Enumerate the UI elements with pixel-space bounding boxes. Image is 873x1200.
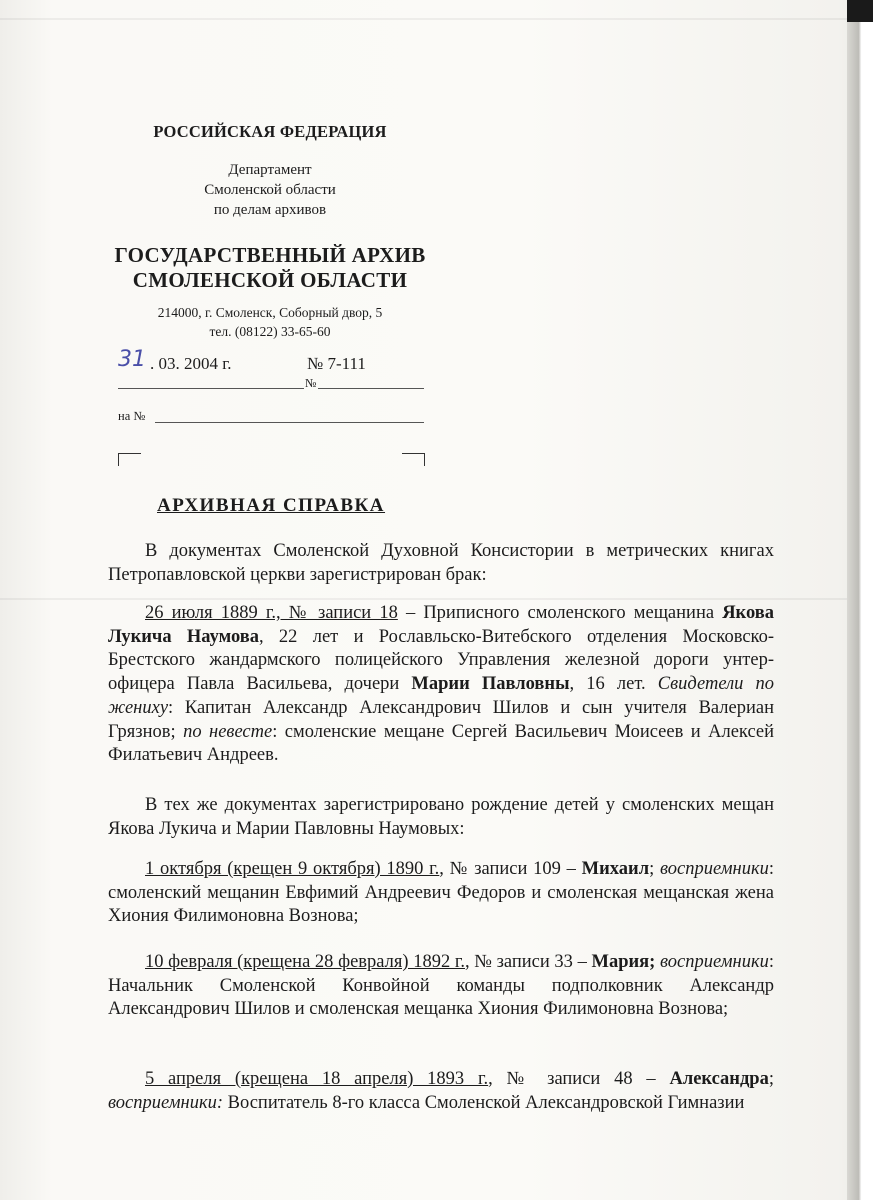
- dept-line: Департамент: [228, 162, 312, 178]
- intro-paragraph: [108, 540, 774, 587]
- marriage-text: : смоленские мещане Сергей Васильевич Моисеев и Алексей Филатьевич Андреев.: [108, 721, 775, 766]
- date-fill-line: [118, 388, 304, 389]
- address-line: 214000, г. Смоленск, Соборный двор, 5: [157, 305, 383, 320]
- witness-bride-label: по невесте: [183, 721, 273, 742]
- header-address: [110, 303, 430, 341]
- address-corner-mark: [118, 453, 141, 466]
- child-record: [108, 1068, 774, 1115]
- marriage-text: , 22 лет и Рославльско-Витебского отделения Московско-Брестского жандармского полицейского Управления железной дороги унтер-офицера Павла Васильева, дочери: [108, 626, 774, 695]
- marriage-text: : Капитан Александр Александрович Шилов и сын учителя Валериан Грязнов;: [108, 697, 774, 742]
- header-department: [110, 160, 430, 220]
- child-date-ref: 10 февраля (крещена 28 февраля) 1892 г.: [145, 952, 465, 972]
- child-record: [108, 951, 774, 1022]
- scan-corner-mark: [847, 0, 873, 22]
- child-name: Михаил: [581, 859, 650, 879]
- groom-name: Якова Лукича Наумова: [108, 603, 774, 647]
- marriage-text: – Приписного смоленского мещанина: [397, 603, 723, 623]
- intro-text: В документах Смоленской Духовной Консистории в метрических книгах Петропавловской церкви зарегистрирован брак:: [108, 541, 774, 585]
- reference-label: на №: [118, 409, 146, 423]
- address-corner-mark: [402, 453, 425, 466]
- child-name: Мария;: [591, 952, 656, 972]
- marriage-date-ref: 26 июля 1889 г., № записи 18: [145, 603, 398, 623]
- paper-fold: [0, 18, 847, 20]
- dept-line: по делам архивов: [213, 202, 327, 218]
- child-details: : Начальник Смоленской Конвойной команды подполковник Александр Александрович Шилов и смоленская мещанка Хиония Филимоновна Вознова;: [108, 952, 775, 1020]
- children-intro-paragraph: [108, 794, 774, 841]
- witness-groom-label: Свидетели по жениху: [108, 674, 775, 718]
- child-record-number: , № записи 109 –: [439, 859, 582, 879]
- child-separator: ;: [649, 859, 660, 879]
- archive-line: ГОСУДАРСТВЕННЫЙ АРХИВ: [114, 243, 426, 267]
- paper-fold: [0, 598, 847, 600]
- header-country: РОССИЙСКАЯ ФЕДЕРАЦИЯ: [153, 122, 387, 141]
- reference-fill-line: [155, 422, 424, 423]
- marriage-text: , 16 лет.: [569, 674, 658, 695]
- godparents-label: восприемники: [659, 952, 769, 972]
- number-fill-line: [318, 388, 424, 389]
- child-record: [108, 858, 774, 929]
- child-record-number: , № записи 33 –: [464, 952, 592, 972]
- godparents-label: восприемники:: [108, 1092, 224, 1113]
- phone-line: тел. (08122) 33-65-60: [209, 324, 331, 339]
- registration-date: . 03. 2004 г.: [150, 354, 232, 373]
- child-details: : смоленский мещанин Евфимий Андреевич Федоров и смоленская мещанская жена Хиония Филимоновна Вознова;: [108, 859, 775, 927]
- child-name: Александра: [669, 1069, 769, 1089]
- marriage-record: [108, 602, 774, 768]
- archive-line: СМОЛЕНСКОЙ ОБЛАСТИ: [132, 268, 408, 292]
- child-record-number: , № записи 48 –: [488, 1069, 670, 1089]
- registration-number: № 7-111: [307, 354, 366, 373]
- header-archive-name: [95, 243, 445, 293]
- dept-line: Смоленской области: [204, 182, 336, 198]
- child-record-text: [108, 1068, 774, 1115]
- child-separator: ;: [768, 1069, 774, 1089]
- child-record-text: [108, 951, 774, 1022]
- godparents-label: восприемники: [659, 859, 769, 879]
- child-date-ref: 1 октября (крещен 9 октября) 1890 г.: [145, 859, 440, 879]
- child-record-text: [108, 858, 774, 929]
- child-details: Воспитатель 8-го класса Смоленской Александровской Гимназии: [223, 1092, 745, 1113]
- number-label: №: [305, 376, 317, 390]
- bride-name: Марии Павловны: [411, 674, 570, 695]
- marriage-record-text: [108, 602, 774, 768]
- document-title: АРХИВНАЯ СПРАВКА: [157, 495, 386, 516]
- handwritten-day: 31: [118, 347, 146, 372]
- child-date-ref: 5 апреля (крещена 18 апреля) 1893 г.: [145, 1069, 489, 1089]
- children-intro-text: В тех же документах зарегистрировано рождение детей у смоленских мещан Якова Лукича и Марии Павловны Наумовых:: [108, 795, 774, 839]
- scan-edge: [847, 0, 873, 1200]
